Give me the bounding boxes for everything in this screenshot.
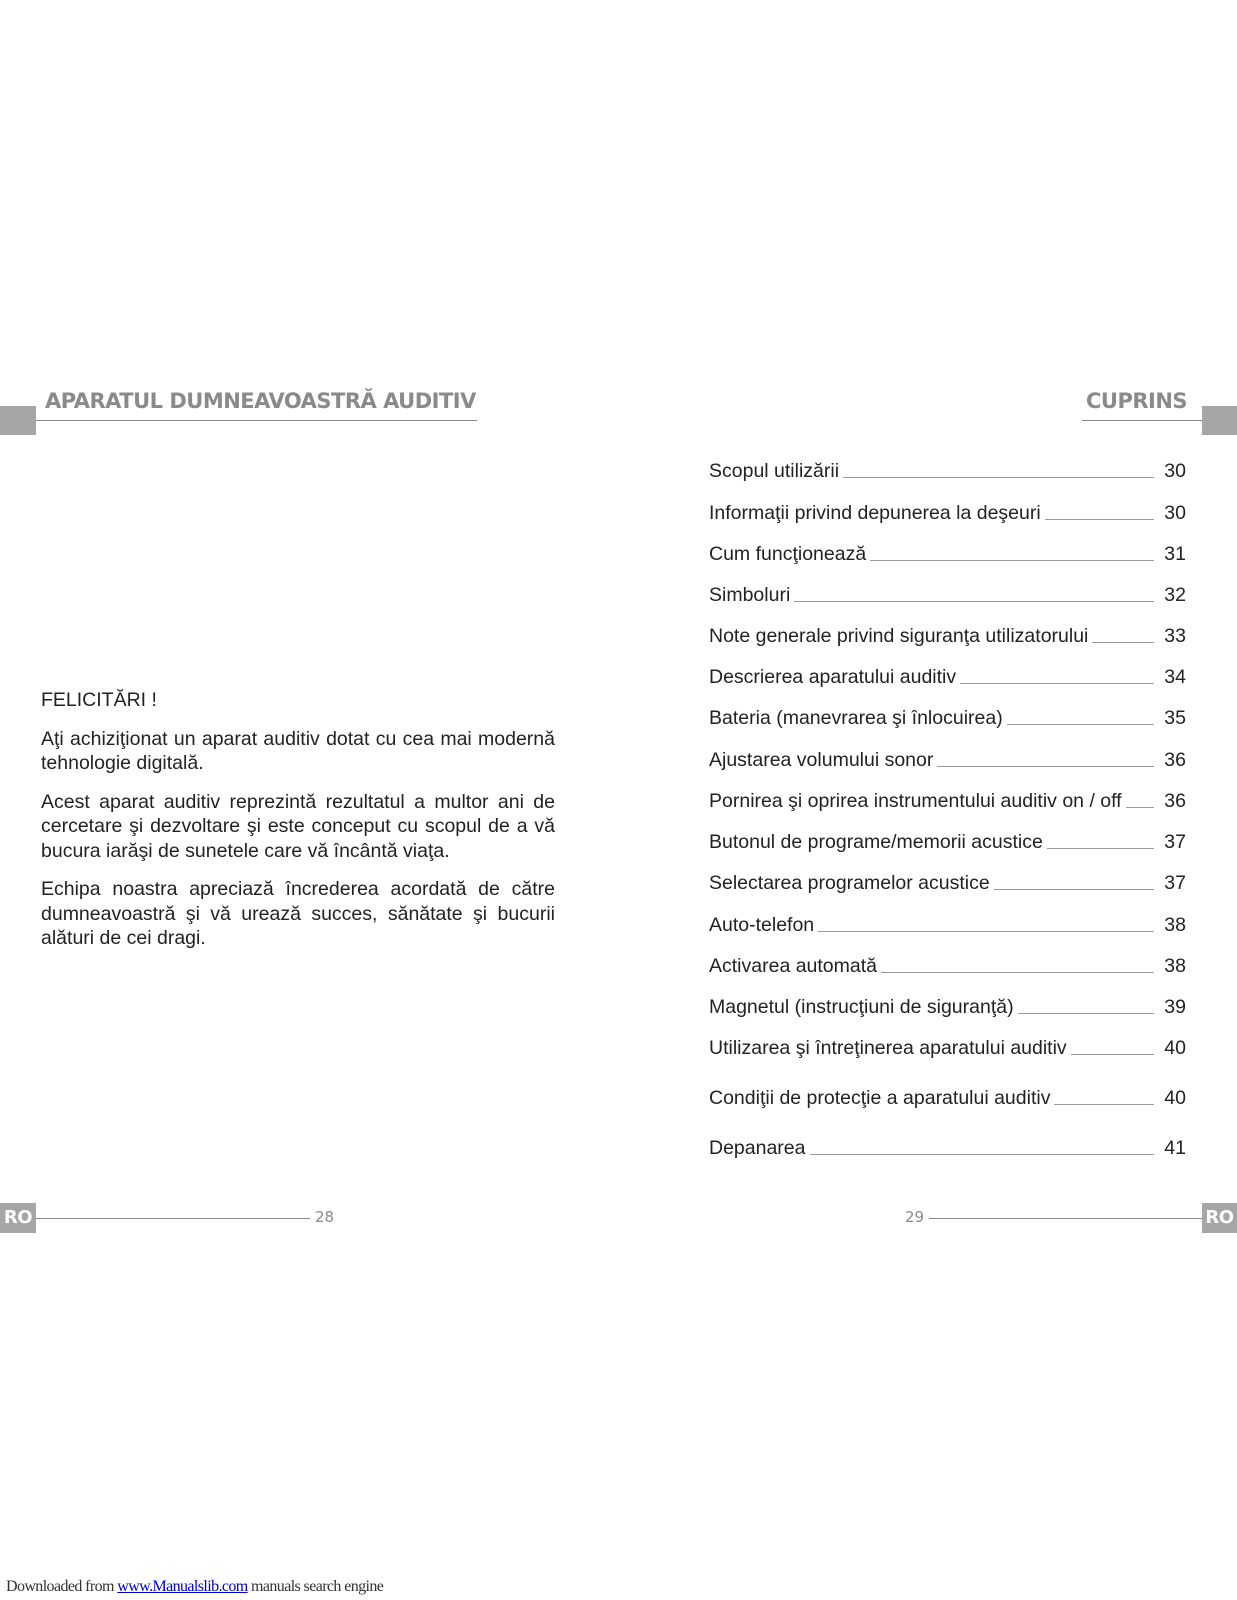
toc-page: 30 bbox=[1164, 460, 1186, 482]
toc-leader bbox=[1045, 519, 1154, 520]
toc-entry[interactable] bbox=[709, 787, 1186, 813]
toc-leader bbox=[843, 477, 1154, 478]
toc-entry[interactable] bbox=[709, 869, 1186, 895]
paragraph-1: Aţi achiziţionat un aparat auditiv dotat cu cea mai modernă tehnologie digitală. bbox=[41, 727, 555, 774]
toc-leader bbox=[810, 1154, 1155, 1155]
toc-label: Condiţii de protecţie a aparatului auditiv bbox=[709, 1087, 1051, 1109]
toc-page: 40 bbox=[1164, 1037, 1186, 1059]
credit-suffix: manuals search engine bbox=[247, 1578, 384, 1595]
left-page-title: APARATUL DUMNEAVOASTRĂ AUDITIV bbox=[45, 389, 476, 413]
toc-page: 38 bbox=[1164, 914, 1186, 936]
right-header-rule bbox=[1082, 420, 1202, 421]
toc-label: Activarea automată bbox=[709, 955, 878, 977]
left-language-tag: RO bbox=[0, 1203, 36, 1233]
toc-entry[interactable] bbox=[709, 993, 1186, 1019]
left-page-number: 28 bbox=[315, 1208, 335, 1226]
greeting: FELICITĂRI ! bbox=[41, 689, 157, 711]
toc-label: Cum funcţionează bbox=[709, 543, 867, 565]
toc-label: Magnetul (instrucţiuni de siguranţă) bbox=[709, 996, 1014, 1018]
toc-leader bbox=[1126, 807, 1154, 808]
toc-page: 30 bbox=[1164, 502, 1186, 524]
toc-page: 37 bbox=[1164, 831, 1186, 853]
toc-entry[interactable] bbox=[709, 581, 1186, 607]
toc-label: Descrierea aparatului auditiv bbox=[709, 666, 957, 688]
toc-entry[interactable] bbox=[709, 746, 1186, 772]
manualslib-link[interactable]: www.Manualslib.com bbox=[117, 1578, 248, 1595]
toc-entry[interactable] bbox=[709, 457, 1186, 483]
left-footer-rule bbox=[36, 1218, 310, 1219]
toc-page: 39 bbox=[1164, 996, 1186, 1018]
toc-entry[interactable] bbox=[709, 828, 1186, 854]
toc-entry[interactable] bbox=[709, 1084, 1186, 1110]
toc-label: Informaţii privind depunerea la deşeuri bbox=[709, 502, 1041, 524]
left-header-rule bbox=[36, 420, 477, 421]
toc-leader bbox=[881, 972, 1154, 973]
toc-leader bbox=[1054, 1104, 1154, 1105]
toc-page: 37 bbox=[1164, 872, 1186, 894]
toc-label: Utilizarea şi întreţinerea aparatului auditiv bbox=[709, 1037, 1067, 1059]
toc-leader bbox=[937, 766, 1154, 767]
toc-page: 36 bbox=[1164, 749, 1186, 771]
toc-leader bbox=[994, 889, 1154, 890]
right-header-block bbox=[1202, 406, 1237, 435]
download-credit bbox=[6, 1578, 383, 1596]
toc-label: Auto-telefon bbox=[709, 914, 815, 936]
toc-page: 40 bbox=[1164, 1087, 1186, 1109]
paragraph-3: Echipa noastra apreciază încrederea acordată de către dumneavoastră şi vă urează succes, sănătate şi bucurii alături de cei dragi. bbox=[41, 878, 555, 949]
toc-entry[interactable] bbox=[709, 704, 1186, 730]
toc-page: 36 bbox=[1164, 790, 1186, 812]
toc-label: Note generale privind siguranţa utilizatorului bbox=[709, 625, 1089, 647]
toc-label: Butonul de programe/memorii acustice bbox=[709, 831, 1043, 853]
toc-leader bbox=[1071, 1054, 1154, 1055]
toc-page: 34 bbox=[1164, 666, 1186, 688]
toc-entry[interactable] bbox=[709, 952, 1186, 978]
paragraph-2: Acest aparat auditiv reprezintă rezultatul a multor ani de cercetare şi dezvoltare şi este conceput cu scopul de a vă bucura iarăşi de sunetele care vă încântă viaţa. bbox=[41, 790, 555, 862]
toc-page: 41 bbox=[1164, 1137, 1186, 1159]
toc-leader bbox=[1018, 1013, 1154, 1014]
toc-entry[interactable] bbox=[709, 1134, 1186, 1160]
toc-entry[interactable] bbox=[709, 911, 1186, 937]
toc-leader bbox=[960, 683, 1154, 684]
toc-label: Bateria (manevrarea şi înlocuirea) bbox=[709, 707, 1003, 729]
toc-label: Pornirea şi oprirea instrumentului auditiv on / off bbox=[709, 790, 1122, 812]
toc-label: Simboluri bbox=[709, 584, 791, 606]
toc-label: Ajustarea volumului sonor bbox=[709, 749, 934, 771]
toc-entry[interactable] bbox=[709, 1034, 1186, 1060]
toc-page: 38 bbox=[1164, 955, 1186, 977]
toc-leader bbox=[818, 931, 1154, 932]
right-footer-rule bbox=[929, 1218, 1202, 1219]
toc-entry[interactable] bbox=[709, 540, 1186, 566]
toc-entry[interactable] bbox=[709, 622, 1186, 648]
right-page-title: CUPRINS bbox=[1086, 389, 1188, 413]
toc-leader bbox=[870, 560, 1154, 561]
left-header-block bbox=[0, 406, 36, 435]
toc-leader bbox=[1007, 724, 1154, 725]
right-language-tag: RO bbox=[1202, 1203, 1237, 1233]
credit-prefix: Downloaded from bbox=[6, 1578, 118, 1595]
toc-leader bbox=[794, 601, 1154, 602]
toc-label: Depanarea bbox=[709, 1137, 806, 1159]
toc-page: 33 bbox=[1164, 625, 1186, 647]
toc-entry[interactable] bbox=[709, 499, 1186, 525]
toc-leader bbox=[1092, 642, 1154, 643]
left-page-body bbox=[41, 688, 555, 965]
right-page-number: 29 bbox=[905, 1208, 925, 1226]
toc-leader bbox=[1047, 848, 1154, 849]
toc-page: 31 bbox=[1164, 543, 1186, 565]
toc-label: Scopul utilizării bbox=[709, 460, 840, 482]
toc-entry[interactable] bbox=[709, 663, 1186, 689]
toc-page: 35 bbox=[1164, 707, 1186, 729]
toc-label: Selectarea programelor acustice bbox=[709, 872, 990, 894]
toc-page: 32 bbox=[1164, 584, 1186, 606]
